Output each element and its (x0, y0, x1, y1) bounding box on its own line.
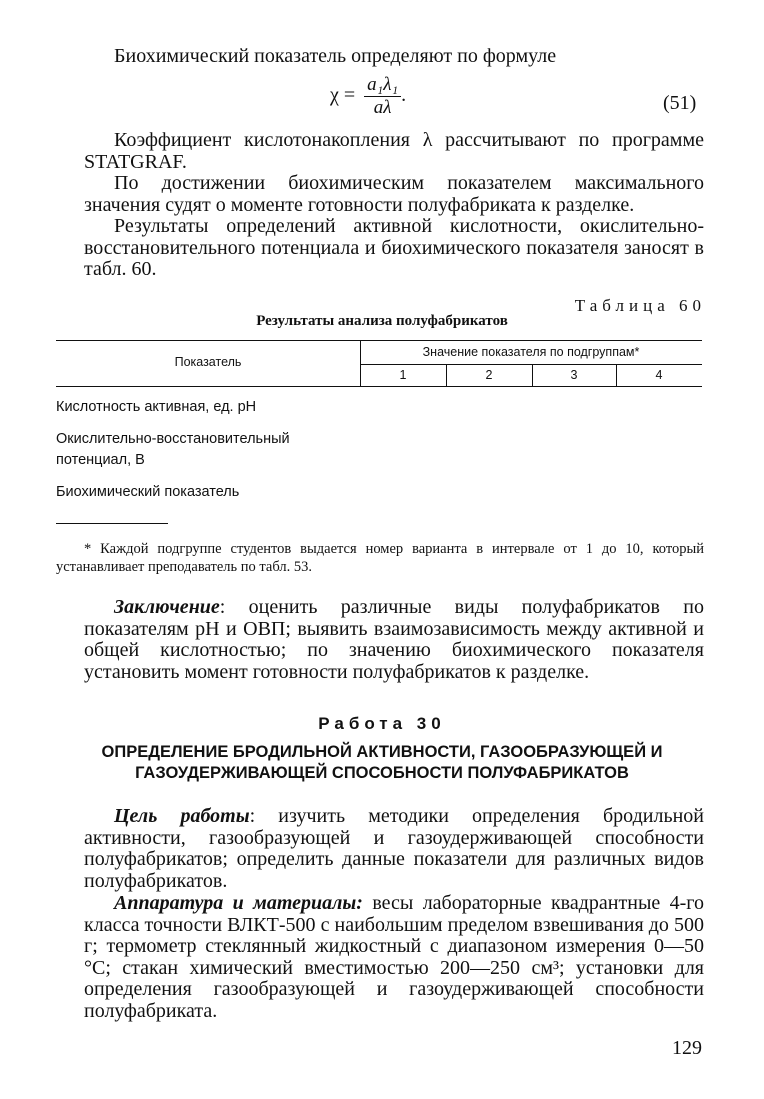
formula-lhs: χ = (330, 84, 356, 107)
equipment-paragraph: Аппаратура и материалы: весы лабораторные квадрантные 4-го класса точности ВЛКТ-500 с наибольшим пределом взвешивания до 500 г; термометр стеклянный жидкостный с диапазоном измерения 0—50 °С; стакан химический вместимостью 200—250 см³; установки для определения газообразующей и газоудерживающей способности полуфабриката. (84, 892, 704, 1022)
paragraph-results: Результаты определений активной кислотности, окислительно-восстановительного потенциала и биохимического показателя заносят в табл. 60. (84, 215, 704, 280)
paragraph-readiness: По достижении биохимическим показателем максимального значения судят о моменте готовности полуфабриката к разделке. (84, 172, 704, 216)
formula-fraction (364, 74, 401, 119)
work-title: ОПРЕДЕЛЕНИЕ БРОДИЛЬНОЙ АКТИВНОСТИ, ГАЗООБРАЗУЮЩЕЙ И ГАЗОУДЕРЖИВАЮЩЕЙ СПОСОБНОСТИ ПОЛУФАБРИКАТОВ (101, 743, 663, 782)
page-number: 129 (672, 1037, 702, 1059)
formula-numerator: a₁λ₁ (364, 74, 401, 97)
conclusion-paragraph: Заключение: оценить различные виды полуфабрикатов по показателям pH и ОВП; выявить взаимозависимость между активной и общей кислотностью; по значению биохимического показателя установить момент готовности полуфабрикатов к разделке. (84, 596, 704, 683)
table-subheader-rule (360, 364, 702, 365)
table-label: Таблица 60 (574, 296, 706, 315)
footnote-rule (56, 523, 168, 524)
table-col-header: Показатель (174, 355, 242, 369)
table-row-label: Биохимический показатель (56, 484, 240, 500)
subgroup-1: 1 (399, 368, 407, 382)
goal-paragraph: Цель работы: изучить методики определения бродильной активности, газообразующей и газоудерживающей способности полуфабрикатов; определить данные показатели для различных видов полуфабрикатов. (84, 805, 704, 892)
subgroup-2: 2 (485, 368, 493, 382)
formula-51 (330, 74, 406, 119)
subgroup-4: 4 (655, 368, 663, 382)
table-header-bottom-rule (56, 386, 702, 387)
table-title: Результаты анализа полуфабрикатов (256, 313, 508, 329)
table-row-label: Кислотность активная, ед. pH (56, 399, 257, 415)
paragraph-coefficient: Коэффициент кислотонакопления λ рассчитывают по программе STATGRAF. (84, 129, 704, 173)
formula-intro: Биохимический показатель определяют по формуле (114, 45, 557, 67)
work-number: Работа 30 (318, 714, 446, 733)
formula-denominator: aλ (373, 97, 392, 118)
table-group-header: Значение показателя по подгруппам* (422, 345, 640, 359)
formula-period: . (401, 84, 407, 107)
table-top-rule (56, 340, 702, 341)
formula-number: (51) (663, 92, 697, 114)
table-row-label: Окислительно-восстановительный потенциал, В (56, 431, 290, 468)
subgroup-3: 3 (570, 368, 578, 382)
footnote: * Каждой подгруппе студентов выдается номер варианта в интервале от 1 до 10, который устанавливает преподаватель по табл. 53. (56, 541, 704, 575)
